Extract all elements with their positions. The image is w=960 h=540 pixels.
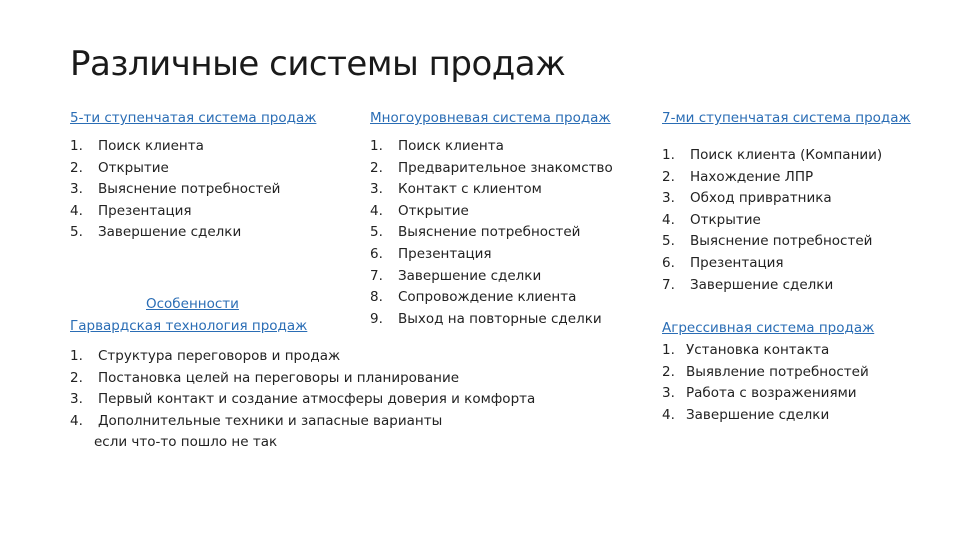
- features-label: Особенности: [146, 296, 239, 312]
- list-item: 4. Открытие: [370, 202, 469, 219]
- aggressive-heading: Агрессивная система продаж: [662, 320, 875, 336]
- list-item: 2. Постановка целей на переговоры и планирование: [70, 369, 460, 386]
- list-item: 1. Поиск клиента (Компании): [662, 147, 883, 163]
- seven-step-heading: 7-ми ступенчатая система продаж: [662, 110, 911, 126]
- list-item: 7. Завершение сделки: [662, 276, 834, 293]
- list-item: 4. Завершение сделки: [662, 406, 830, 423]
- list-item: 1. Структура переговоров и продаж: [70, 348, 341, 364]
- list-item: 1. Поиск клиента: [70, 138, 204, 154]
- list-item: 7. Завершение сделки: [370, 267, 542, 284]
- list-item: 2. Открытие: [70, 159, 169, 176]
- five-step-list: [70, 136, 280, 244]
- list-item: 9. Выход на повторные сделки: [370, 310, 602, 327]
- seven-step-list: [662, 145, 882, 296]
- harvard-list: [70, 346, 535, 454]
- list-item: 2. Выявление потребностей: [662, 363, 869, 380]
- list-item: 3. Выяснение потребностей: [70, 181, 281, 198]
- slide-title: Различные системы продаж: [70, 44, 566, 84]
- list-item: 8. Сопровождение клиента: [370, 289, 577, 306]
- harvard-item-continuation: если что-то пошло не так: [94, 434, 278, 451]
- list-item: 6. Презентация: [662, 254, 784, 271]
- list-item: 4. Дополнительные техники и запасные варианты если что-то пошло не так: [70, 411, 535, 454]
- multilevel-heading: Многоуровневая система продаж: [370, 110, 611, 126]
- list-item: 3. Обход привратника: [662, 190, 832, 207]
- list-item: 1. Поиск клиента: [370, 138, 504, 154]
- list-item: 3. Работа с возражениями: [662, 385, 857, 402]
- list-item: 2. Предварительное знакомство: [370, 159, 613, 176]
- list-item: 5. Завершение сделки: [70, 224, 242, 241]
- five-step-heading: 5-ти ступенчатая система продаж: [70, 110, 317, 126]
- list-item: 3. Первый контакт и создание атмосферы доверия и комфорта: [70, 391, 536, 408]
- multilevel-list: [370, 136, 613, 330]
- list-item: 6. Презентация: [370, 245, 492, 262]
- list-item: 1. Установка контакта: [662, 342, 830, 358]
- aggressive-list: [662, 340, 869, 426]
- list-item: 4. Открытие: [662, 211, 761, 228]
- list-item: 2. Нахождение ЛПР: [662, 168, 814, 185]
- list-item: 4. Презентация: [70, 202, 192, 219]
- list-item: 5. Выяснение потребностей: [662, 233, 873, 250]
- list-item: 3. Контакт с клиентом: [370, 181, 542, 198]
- list-item: 5. Выяснение потребностей: [370, 224, 581, 241]
- harvard-heading: Гарвардская технология продаж: [70, 318, 308, 334]
